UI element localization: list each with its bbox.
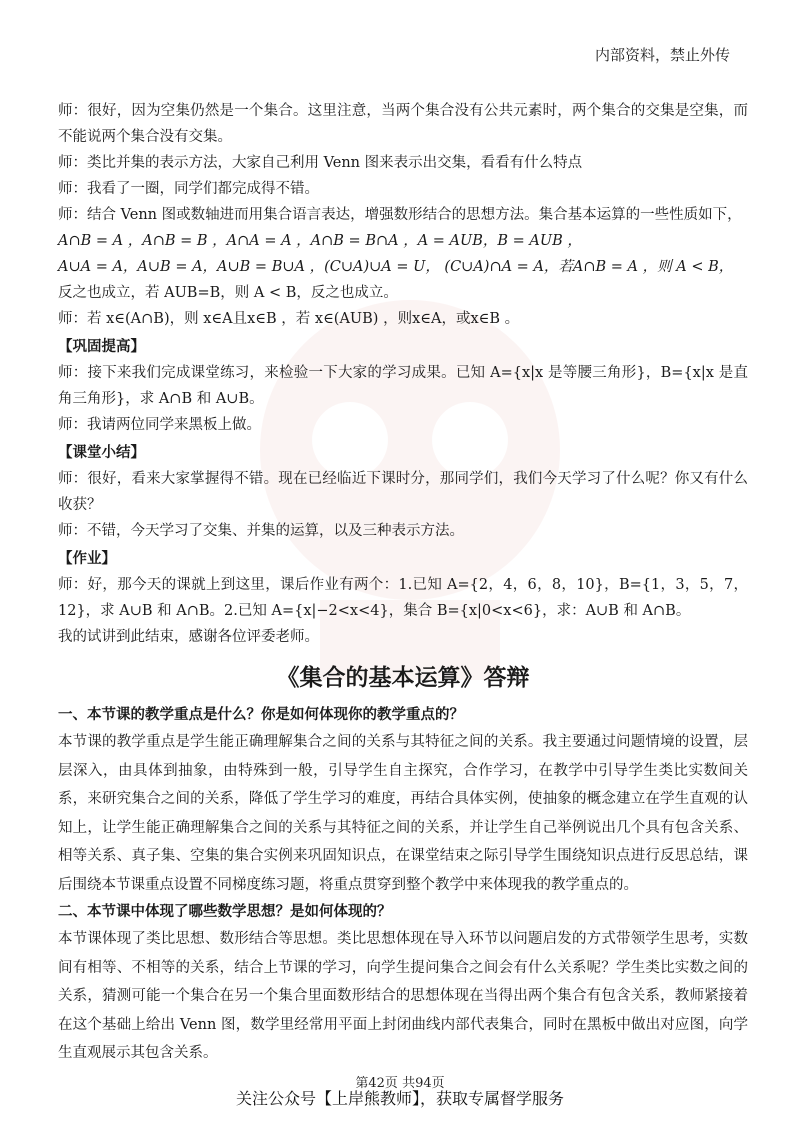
section-heading-consolidate: 【巩固提高】 — [58, 339, 145, 355]
defense-title: 《集合的基本运算》答辩 — [276, 665, 530, 691]
defense-answer-2: 本节课体现了类比思想、数形结合等思想。类比思想体现在导入环节以问题启发的方式带领学生思考，实数间有相等、不相等的关系，结合上节课的学习，向学生提问集合之间会有什么关系呢？学生类比实数之间的关系，猜测可能一个集合在另一个集合里面数形结合的思想体现在当得出两个集合有包含关系，教师紧接着在这个基础上给出 Venn 图，数学里经常用平面上封闭曲线内部代表集合，同时在黑板中做出对应图，向学生直观展示其包含关系。 — [58, 931, 748, 1061]
page-content — [58, 98, 748, 1068]
footer-promo-note: 关注公众号【上岸熊教师】，获取专属督学服务 — [235, 1089, 564, 1108]
section-heading-homework: 【作业】 — [58, 551, 116, 567]
formula-line: 师：若 x∈(A∩B)，则 x∈A且x∈B ，若 x∈(AUB) ，则x∈A，或x∈B 。 — [58, 311, 520, 327]
page-number: 第42页 共94页 — [355, 1076, 445, 1091]
summary-line: 师：很好，看来大家掌握得不错。现在已经临近下课时分，那同学们，我们今天学习了什么呢？你又有什么收获？ — [58, 471, 748, 513]
body-paragraph: 师：结合 Venn 图或数轴进而用集合语言表达，增强数形结合的思想方法。集合基本运算的一些性质如下， — [58, 207, 742, 223]
formula-line: 反之也成立，若 AUB=B，则 A < B，反之也成立。 — [58, 285, 398, 301]
defense-question-2: 二、本节课中体现了哪些数学思想？是如何体现的？ — [58, 904, 392, 920]
section-heading-summary: 【课堂小结】 — [58, 445, 145, 461]
body-paragraph: 师：很好，因为空集仍然是一个集合。这里注意，当两个集合没有公共元素时，两个集合的交集是空集，而不能说两个集合没有交集。 — [58, 103, 748, 145]
body-paragraph: 师：我看了一圈，同学们都完成得不错。 — [58, 181, 319, 197]
body-paragraph: 师：类比并集的表示方法，大家自己利用 Venn 图来表示出交集，看看有什么特点 — [58, 155, 583, 171]
formula-line: A∪A = A，A∪B = A，A∪B = B∪A ，(C∪A)∪A = U， (C∪A)∩A = A，若A∩B = A ，则 A < B， — [58, 259, 734, 275]
homework-line: 我的试讲到此结束，感谢各位评委老师。 — [58, 629, 319, 645]
summary-line: 师：不错，今天学习了交集、并集的运算，以及三种表示方法。 — [58, 523, 464, 539]
consolidate-line: 师：我请两位同学来黑板上做。 — [58, 417, 261, 433]
homework-line: 师：好，那今天的课就上到这里，课后作业有两个：1.已知 A={2，4，6，8，10}，B={1，3，5，7，12}，求 A∪B 和 A∩B。2.已知 A={x|−2<x<4}，集合 B={x|0<x<6}，求：A∪B 和 A∩B。 — [58, 577, 748, 619]
formula-line: A∩B = A ，A∩B = B ，A∩A = A ，A∩B = B∩A ，A = AUB，B = AUB ， — [58, 233, 582, 249]
consolidate-line: 师：接下来我们完成课堂练习，来检验一下大家的学习成果。已知 A={x|x 是等腰三角形}，B={x|x 是直角三角形}，求 A∩B 和 A∪B。 — [58, 365, 748, 407]
header-confidential-note: 内部资料，禁止外传 — [594, 46, 730, 64]
defense-answer-1: 本节课的教学重点是学生能正确理解集合之间的关系与其特征之间的关系。我主要通过问题情境的设置，层层深入，由具体到抽象，由特殊到一般，引导学生自主探究，合作学习，在教学中引导学生类比实数间关系，来研究集合之间的关系，降低了学生学习的难度，再结合具体实例，使抽象的概念建立在学生直观的认知上，让学生能正确理解集合之间的关系与其特征之间的关系，并让学生自己举例说出几个具有包含关系、相等关系、真子集、空集的集合实例来巩固知识点，在课堂结束之际引导学生围绕知识点进行反思总结，课后围绕本节课重点设置不同梯度练习题，将重点贯穿到整个教学中来体现我的教学重点的。 — [58, 734, 748, 893]
defense-question-1: 一、本节课的教学重点是什么？你是如何体现你的教学重点的？ — [58, 707, 464, 723]
